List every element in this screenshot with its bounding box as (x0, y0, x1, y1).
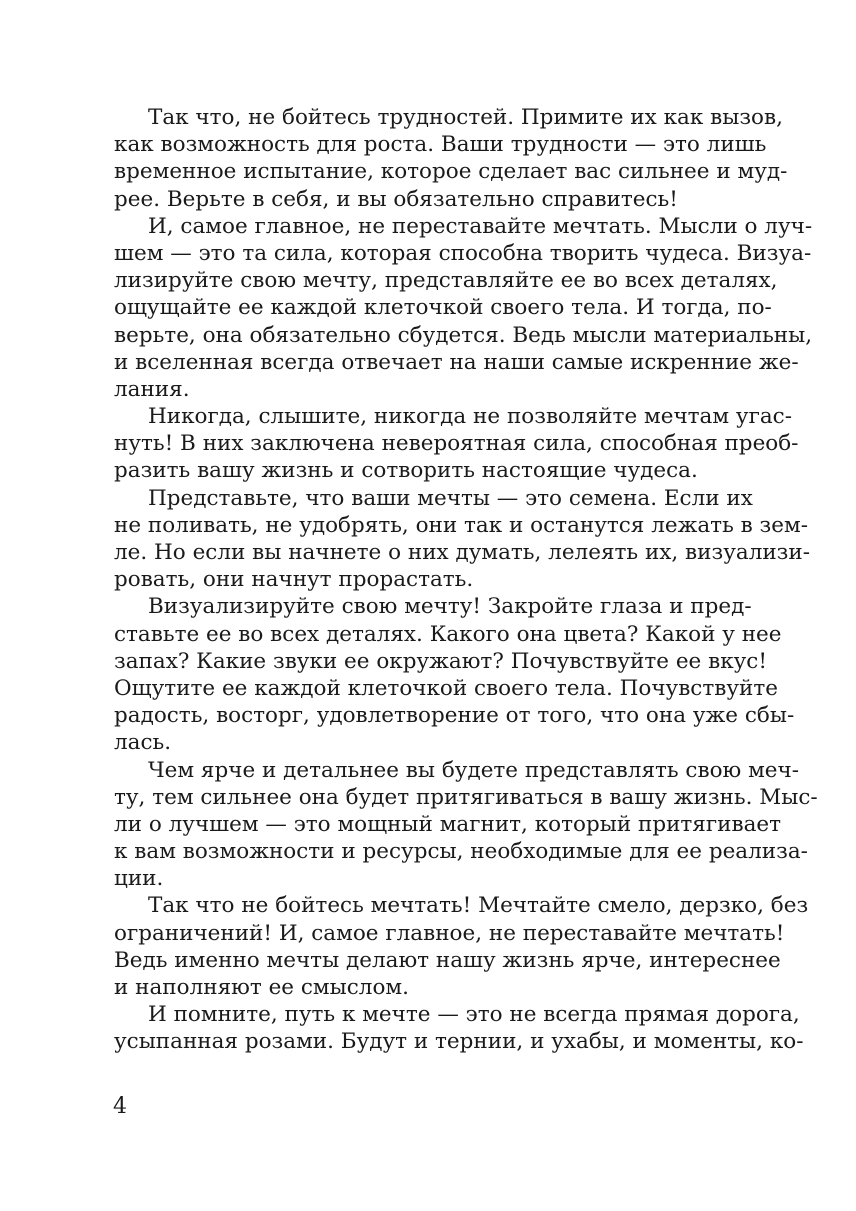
text-line: нуть! В них заключена невероятная сила, способная преоб- (114, 431, 799, 457)
text-line: ле. Но если вы начнете о них думать, лелеять их, визуализи- (114, 540, 810, 565)
text-line: Представьте, что ваши мечты — это семена. Если их (148, 485, 753, 511)
text-line: Чем ярче и детальнее вы будете представлять свою меч- (148, 757, 800, 783)
text-line: шем — это та сила, которая способна творить чудеса. Визуа- (114, 240, 812, 266)
text-line: лизируйте свою мечту, представляйте ее во всех деталях, (114, 268, 778, 294)
text-line: ощущайте ее каждой клеточкой своего тела. И тогда, по- (114, 295, 772, 321)
text-line: ции. (114, 866, 164, 892)
text-line: временное испытание, которое сделает вас сильнее и муд- (114, 159, 788, 185)
text-line: не поливать, не удобрять, они так и останутся лежать в зем- (114, 512, 808, 538)
page-number: 4 (113, 1094, 127, 1119)
text-line: рее. Верьте в себя, и вы обязательно справитесь! (114, 186, 678, 212)
text-line: Визуализируйте свою мечту! Закройте глаза и пред- (148, 594, 752, 620)
text-line: и наполняют ее смыслом. (114, 975, 409, 1000)
text-line: ровать, они начнут прорастать. (114, 567, 474, 593)
text-line: Так что не бойтесь мечтать! Мечтайте смело, дерзко, без (148, 893, 809, 919)
text-line: Никогда, слышите, никогда не позволяйте мечтам угас- (148, 404, 792, 430)
page-body-text (114, 104, 818, 1056)
text-line: верьте, она обязательно сбудется. Ведь мысли материальны, (114, 322, 813, 348)
text-line: лания. (114, 376, 190, 402)
text-line: И, самое главное, не переставайте мечтать. Мысли о луч- (148, 213, 813, 239)
text-line: ставьте ее во всех деталях. Какого она цвета? Какой у нее (114, 621, 782, 647)
text-line: ту, тем сильнее она будет притягиваться в вашу жизнь. Мыс- (114, 784, 818, 810)
text-line: запах? Какие звуки ее окружают? Почувствуйте ее вкус! (114, 648, 767, 674)
text-line: разить вашу жизнь и сотворить настоящие чудеса. (114, 458, 698, 484)
text-line: усыпанная розами. Будут и тернии, и ухабы, и моменты, ко- (114, 1029, 804, 1055)
text-line: радость, восторг, удовлетворение от того, что она уже сбы- (114, 703, 795, 729)
text-line: и вселенная всегда отвечает на наши самые искренние же- (114, 349, 799, 375)
text-line: Ощутите ее каждой клеточкой своего тела. Почувствуйте (114, 675, 778, 701)
text-line: к вам возможности и ресурсы, необходимые для ее реализа- (114, 839, 808, 865)
text-line: ли о лучшем — это мощный магнит, который притягивает (114, 811, 782, 837)
text-line: как возможность для роста. Ваши трудности — это лишь (114, 132, 767, 158)
text-line: лась. (114, 730, 172, 756)
text-line: Так что, не бойтесь трудностей. Примите их как вызов, (148, 105, 783, 130)
text-line: И помните, путь к мечте — это не всегда прямая дорога, (148, 1002, 800, 1028)
text-line: ограничений! И, самое главное, не переставайте мечтать! (114, 920, 785, 946)
text-line: Ведь именно мечты делают нашу жизнь ярче, интереснее (114, 947, 781, 973)
